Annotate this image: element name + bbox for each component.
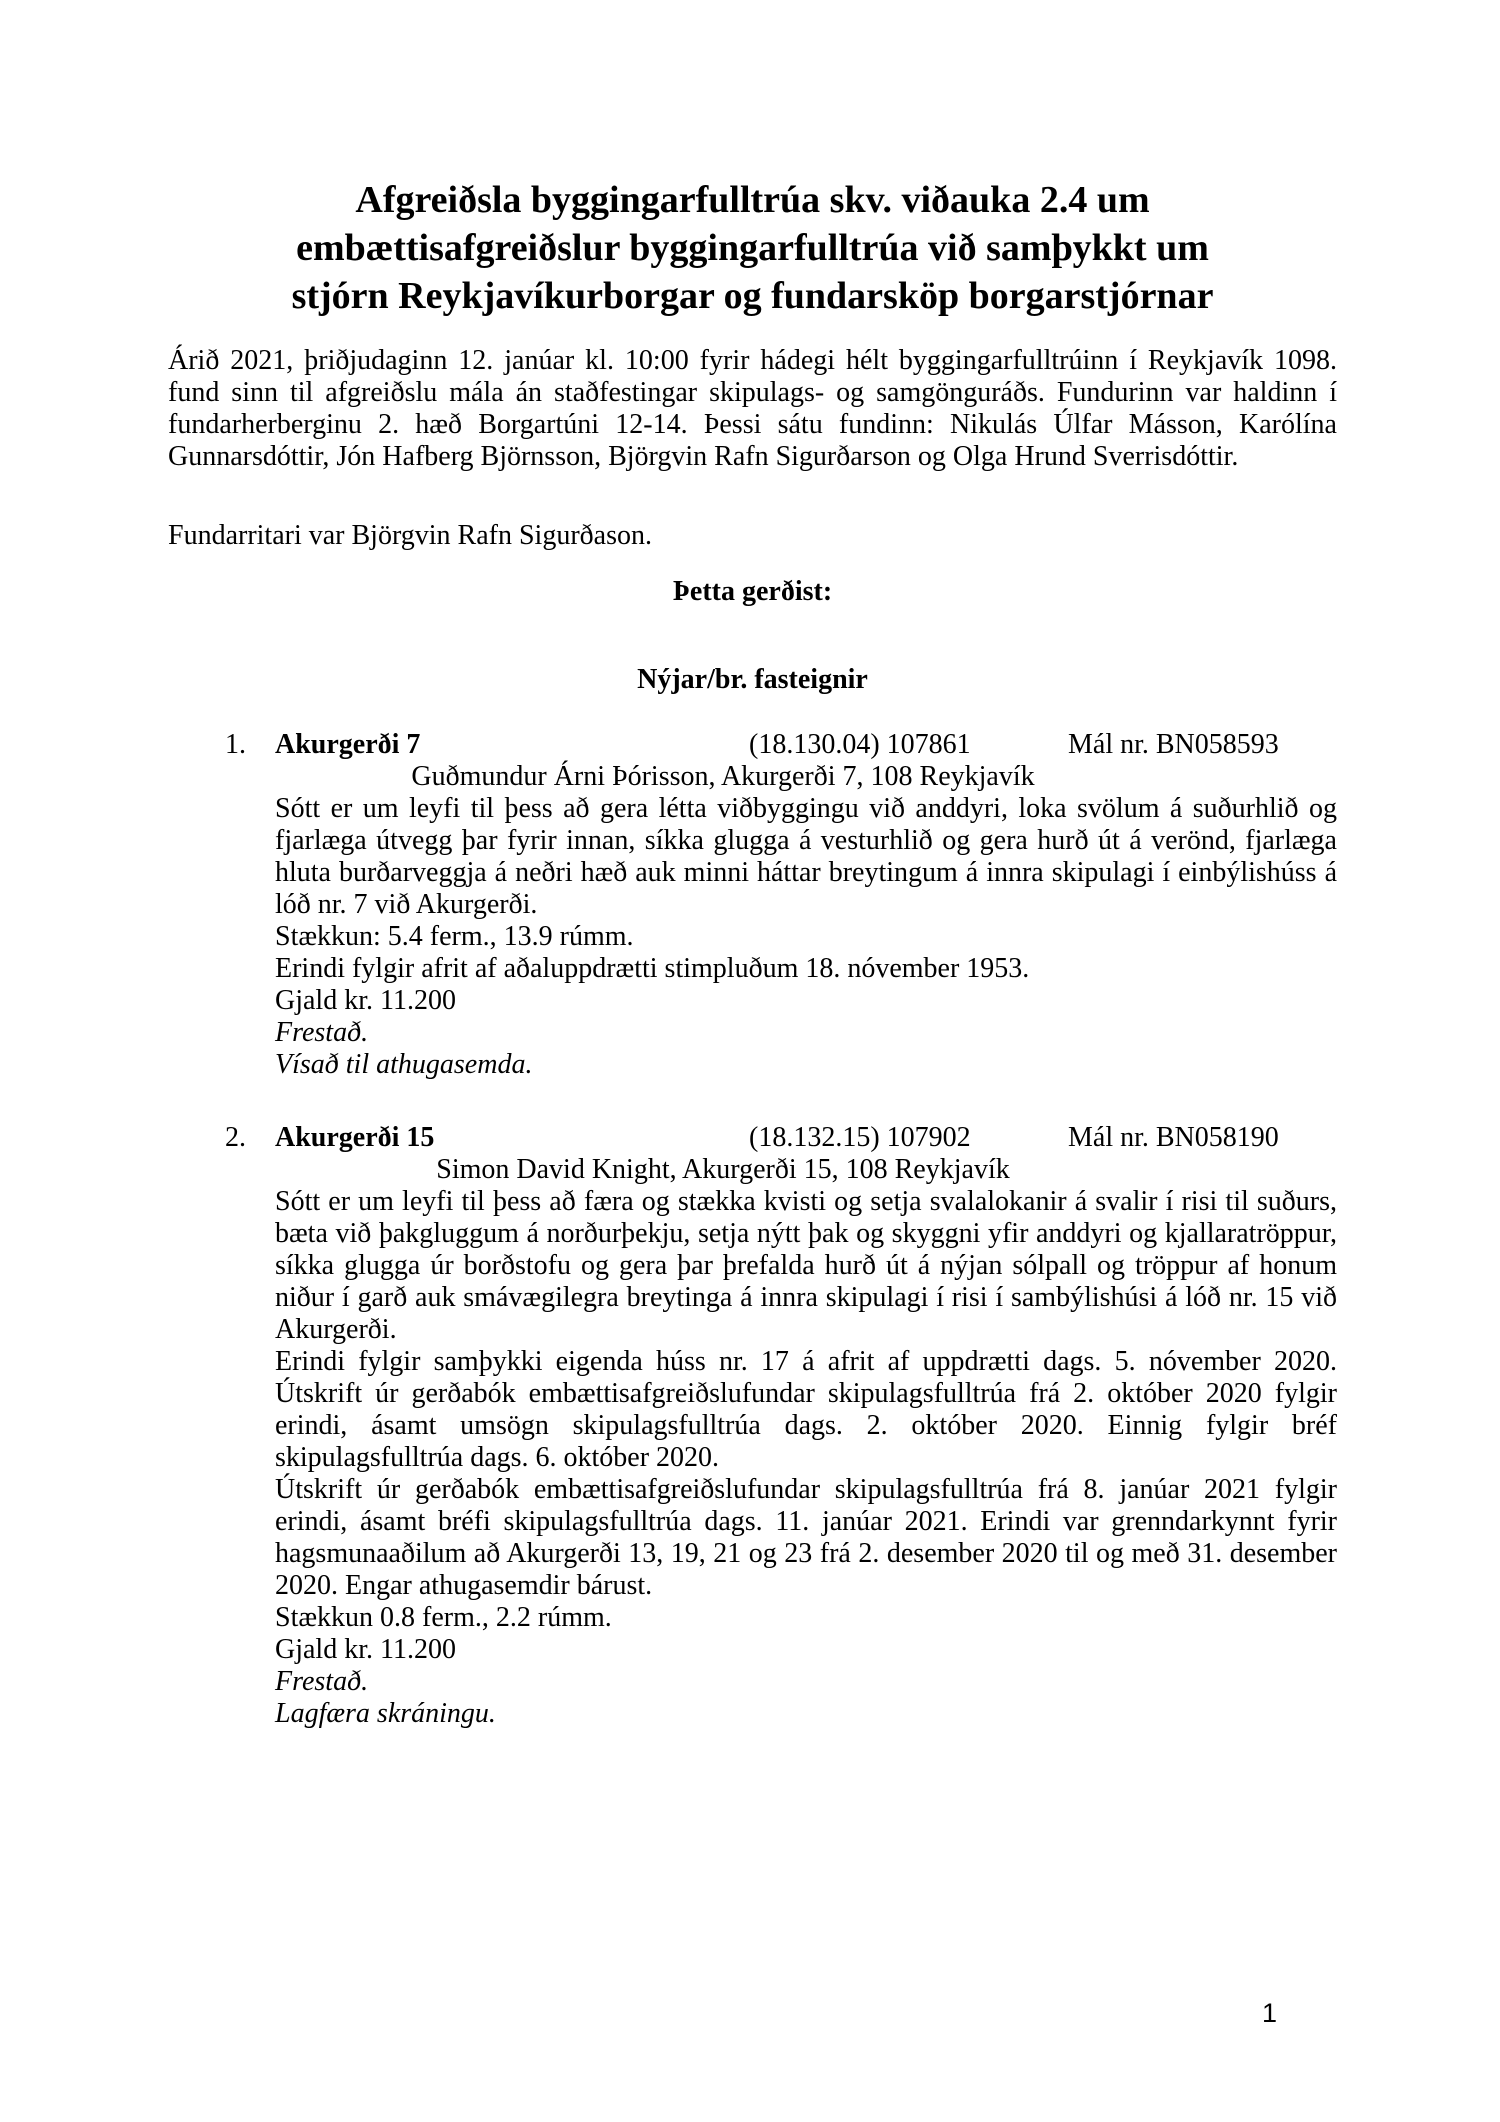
title-line-3: stjórn Reykjavíkurborgar og fundarsköp borgarstjórnar: [291, 275, 1214, 317]
case-decision-line: Frestað.: [275, 1017, 369, 1048]
case-item-2: [168, 1122, 1337, 1730]
case-applicant-line: Simon David Knight, Akurgerði 15, 108 Reykjavík: [436, 1154, 1010, 1185]
case-detail-line: Stækkun: 5.4 ferm., 13.9 rúmm.: [275, 921, 634, 952]
case-number: Mál nr. BN058593: [1068, 729, 1279, 760]
case-body: [275, 793, 1337, 1081]
case-applicant-line: Guðmundur Árni Þórisson, Akurgerði 7, 108 Reykjavík: [411, 761, 1035, 792]
case-description-paragraph: Sótt er um leyfi til þess að færa og stækka kvisti og setja svalalokanir á svalir í risi til suðurs, bæta við þakgluggum á norðurþekju, setja nýtt þak og skyggni yfir anddyri og kjallaratröppur, síkka glugga úr borðstofu og gera þar þrefalda hurð út á nýjan sólpall og tröppur af honum niður í garð auk smávægilegra breytinga á innra skipulagi í risi í sambýlishúsi á lóð nr. 15 við Akurgerði.: [275, 1186, 1337, 1345]
case-header: [168, 1122, 1337, 1154]
case-detail-line: Gjald kr. 11.200: [275, 985, 456, 1016]
case-detail-line: Stækkun 0.8 ferm., 2.2 rúmm.: [275, 1602, 612, 1633]
title-line-1: Afgreiðsla byggingarfulltrúa skv. viðauka 2.4 um: [355, 179, 1150, 221]
case-address: Akurgerði 15: [275, 1122, 435, 1153]
case-description-paragraph: Sótt er um leyfi til þess að gera létta viðbyggingu við anddyri, loka svölum á suðurhlið og fjarlæga útvegg þar fyrir innan, síkka glugga á vesturhlið og gera hurð út á verönd, fjarlæga hluta burðarveggja á neðri hæð auk minni háttar breytingum á innra skipulagi í einbýlishúss á lóð nr. 7 við Akurgerði.: [275, 793, 1337, 920]
case-address: Akurgerði 7: [275, 729, 421, 760]
case-property-reference: (18.130.04) 107861: [749, 729, 971, 760]
case-decision-line: Lagfæra skráningu.: [275, 1698, 496, 1729]
case-item-1: [168, 729, 1337, 1081]
case-decision-line: Frestað.: [275, 1666, 369, 1697]
happened-heading: Þetta gerðist:: [672, 576, 833, 607]
case-decision-line: Vísað til athugasemda.: [275, 1049, 533, 1080]
case-detail-line: Gjald kr. 11.200: [275, 1634, 456, 1665]
case-attachment-paragraph: Útskrift úr gerðabók embættisafgreiðslufundar skipulagsfulltrúa frá 8. janúar 2021 fylgir erindi, ásamt bréfi skipulagsfulltrúa dags. 11. janúar 2021. Erindi var grenndarkynnt fyrir hagsmunaaðilum að Akurgerði 13, 19, 21 og 23 frá 2. desember 2020 til og með 31. desember 2020. Engar athugasemdir bárust.: [275, 1474, 1337, 1601]
case-body: [275, 1186, 1337, 1730]
case-index-number: 2.: [225, 1122, 246, 1153]
meeting-secretary-line: Fundarritari var Björgvin Rafn Sigurðason.: [168, 520, 652, 551]
meeting-intro-paragraph: Árið 2021, þriðjudaginn 12. janúar kl. 10:00 fyrir hádegi hélt byggingarfulltrúinn í Reykjavík 1098. fund sinn til afgreiðslu mála án staðfestingar skipulags- og samgönguráðs. Fundurinn var haldinn í fundarherberginu 2. hæð Borgartúni 12-14. Þessi sátu fundinn: Nikulás Úlfar Másson, Karólína Gunnarsdóttir, Jón Hafberg Björnsson, Björgvin Rafn Sigurðarson og Olga Hrund Sverrisdóttir.: [168, 345, 1337, 472]
case-property-reference: (18.132.15) 107902: [749, 1122, 971, 1153]
document-title: [168, 176, 1337, 320]
title-line-2: embættisafgreiðslur byggingarfulltrúa við samþykkt um: [296, 227, 1209, 269]
case-index-number: 1.: [225, 729, 246, 760]
section-heading: Nýjar/br. fasteignir: [637, 664, 868, 695]
case-detail-line: Erindi fylgir afrit af aðaluppdrætti stimpluðum 18. nóvember 1953.: [275, 953, 1030, 984]
page-number: 1: [1262, 1998, 1278, 2028]
case-attachment-paragraph: Erindi fylgir samþykki eigenda húss nr. 17 á afrit af uppdrætti dags. 5. nóvember 2020. Útskrift úr gerðabók embættisafgreiðslufundar skipulagsfulltrúa frá 2. október 2020 fylgir erindi, ásamt umsögn skipulagsfulltrúa dags. 2. október 2020. Einnig fylgir bréf skipulagsfulltrúa dags. 6. október 2020.: [275, 1346, 1337, 1473]
case-header: [168, 729, 1337, 761]
case-number: Mál nr. BN058190: [1068, 1122, 1279, 1153]
